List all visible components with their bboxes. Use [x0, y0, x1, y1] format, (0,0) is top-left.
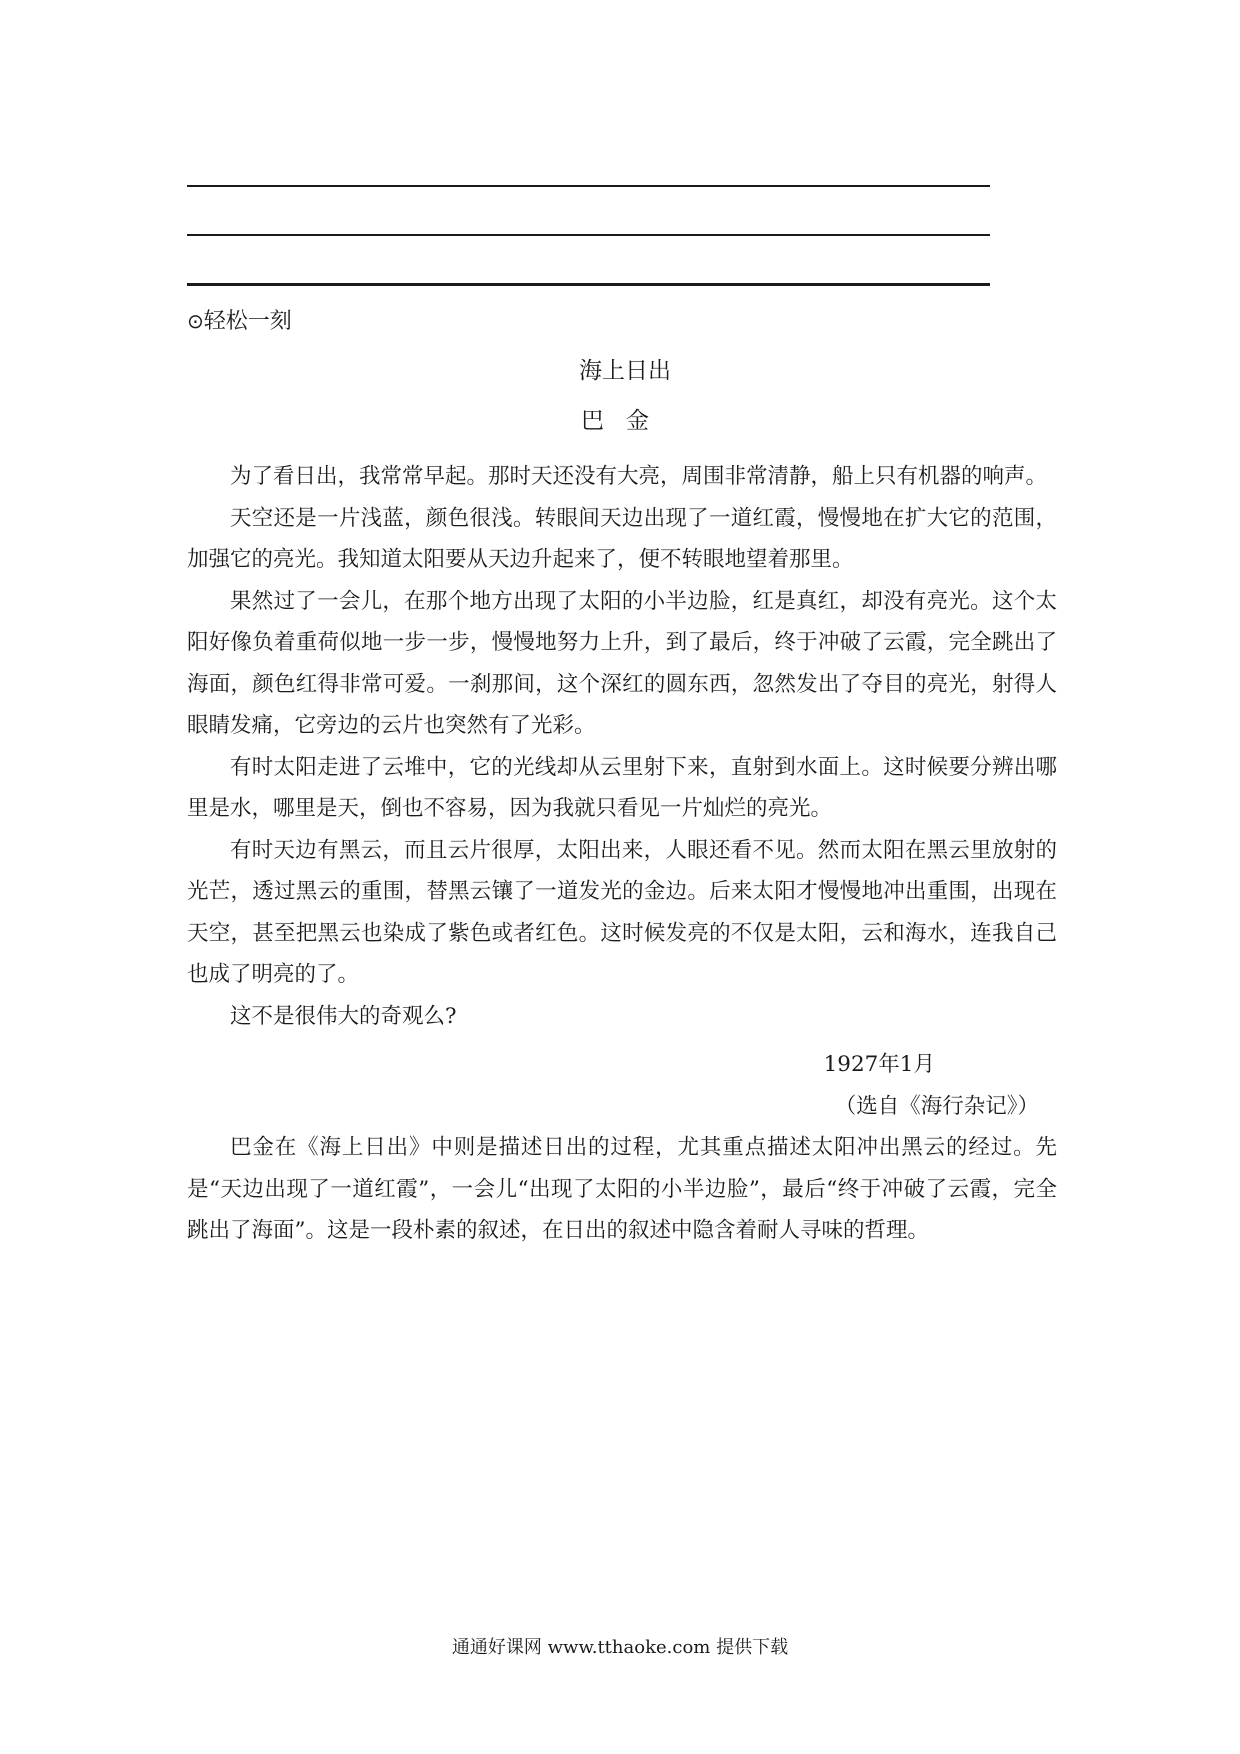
answer-line-1 — [187, 185, 990, 187]
paragraph: 有时太阳走进了云堆中，它的光线却从云里射下来，直射到水面上。这时候要分辨出哪里是水，哪里是天，倒也不容易，因为我就只看见一片灿烂的亮光。 — [187, 754, 1057, 821]
circle-dot-icon: ⊙ — [187, 309, 204, 333]
paragraph: 这不是很伟大的奇观么? — [230, 1003, 457, 1029]
answer-line-2 — [187, 234, 990, 236]
paragraph: 有时天边有黑云，而且云片很厚，太阳出来，人眼还看不见。然而太阳在黑云里放射的光芒，透过黑云的重围，替黑云镶了一道发光的金边。后来太阳才慢慢地冲出重围，出现在天空，甚至把黑云也染成了紫色或者红色。这时候发亮的不仅是太阳，云和海水，连我自己也成了明亮的了。 — [187, 837, 1057, 987]
paragraph: 天空还是一片浅蓝，颜色很浅。转眼间天边出现了一道红霞，慢慢地在扩大它的范围，加强它的亮光。我知道太阳要从天边升起来了，便不转眼地望着那里。 — [187, 505, 1057, 572]
paragraph: 为了看日出，我常常早起。那时天还没有大亮，周围非常清静，船上只有机器的响声。 — [230, 464, 1048, 489]
section-label: 轻松一刻 — [203, 309, 292, 334]
answer-line-3 — [187, 283, 990, 286]
section-heading — [187, 305, 292, 338]
paragraph: 果然过了一会儿，在那个地方出现了太阳的小半边脸，红是真红，却没有亮光。这个太阳好像负着重荷似地一步一步，慢慢地努力上升，到了最后，终于冲破了云霞，完全跳出了海面，颜色红得非常可爱。一刹那间，这个深红的圆东西，忽然发出了夺目的亮光，射得人眼睛发痛，它旁边的云片也突然有了光彩。 — [187, 588, 1057, 738]
commentary-paragraph: 巴金在《海上日出》中则是描述日出的过程，尤其重点描述太阳冲出黑云的经过。先是“天边出现了一道红霞”，一会儿“出现了太阳的小半边脸”，最后“终于冲破了云霞，完全跳出了海面”。这是一段朴素的叙述，在日出的叙述中隐含着耐人寻味的哲理。 — [187, 1135, 1057, 1243]
article-date: 1927年1月 — [823, 1052, 935, 1077]
article-author: 巴金 — [581, 408, 671, 434]
article-title: 海上日出 — [579, 358, 671, 384]
article-source: （选自《海行杂记》） — [834, 1093, 1039, 1119]
article-body — [187, 456, 1057, 1252]
page-footer: 通通好课网 www.tthaoke.com 提供下载 — [451, 1637, 789, 1658]
